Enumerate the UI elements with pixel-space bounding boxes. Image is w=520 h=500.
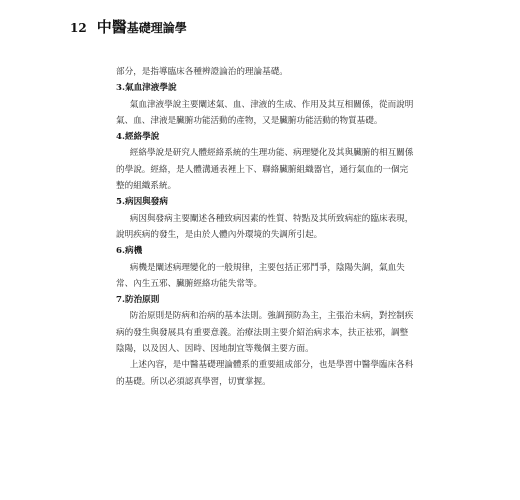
section-paragraph-etiology: 病因與發病主要闡述各種致病因素的性質、特點及其所致病症的臨床表現，說明疾病的發生，是由於人體內外環境的失調所引起。: [116, 213, 414, 240]
page-number: 12: [70, 21, 87, 35]
section-paragraph-pathogenesis: 病機是闡述病理變化的一般規律，主要包括正邪鬥爭，陰陽失調，氣血失常、內生五邪、臟腑經絡功能失常等。: [116, 262, 405, 289]
section-heading-treatment-principles: 7.防治原則: [116, 295, 160, 306]
intro-paragraph: 部分，是指導臨床各種辨證論治的理論基礎。: [116, 67, 288, 77]
section-heading-pathogenesis: 6.病機: [116, 246, 143, 257]
section-paragraph-treatment-principles: 防治原則是防病和治病的基本法則。強調預防為主，主張治未病，對控制疾病的發生與發展具有重要意義。治療法則主要介紹治病求本，扶正祛邪，調整陰陽，以及因人、因時、因地制宜等幾個主要方面。: [116, 311, 414, 355]
book-title: [97, 16, 187, 37]
page-header: [70, 16, 187, 37]
section-heading-etiology: 5.病因與發病: [116, 197, 168, 208]
section-paragraph-qi-blood: 氣血津液學說主要闡述氣、血、津液的生成、作用及其互相關係，從而說明氣、血、津液是臟腑功能活動的產物，又是臟腑功能活動的物質基礎。: [116, 99, 414, 126]
book-title-emphasis: 中醫: [96, 18, 127, 36]
page-body: [116, 64, 416, 390]
section-heading-qi-blood: 3.氣血津液學說: [116, 83, 177, 94]
book-title-rest: 基礎理論學: [126, 21, 187, 35]
section-paragraph-meridian: 經絡學說是研究人體經絡系統的生理功能、病理變化及其與臟腑的相互關係的學說。經絡，是人體溝通表裡上下、聯絡臟腑組織器官，通行氣血的一個完整的組織系統。: [116, 148, 414, 192]
conclusion-paragraph: 上述內容，是中醫基礎理論體系的重要組成部分，也是學習中醫學臨床各科的基礎。所以必須認真學習，切實掌握。: [116, 360, 414, 387]
section-heading-meridian: 4.經絡學說: [116, 132, 160, 143]
